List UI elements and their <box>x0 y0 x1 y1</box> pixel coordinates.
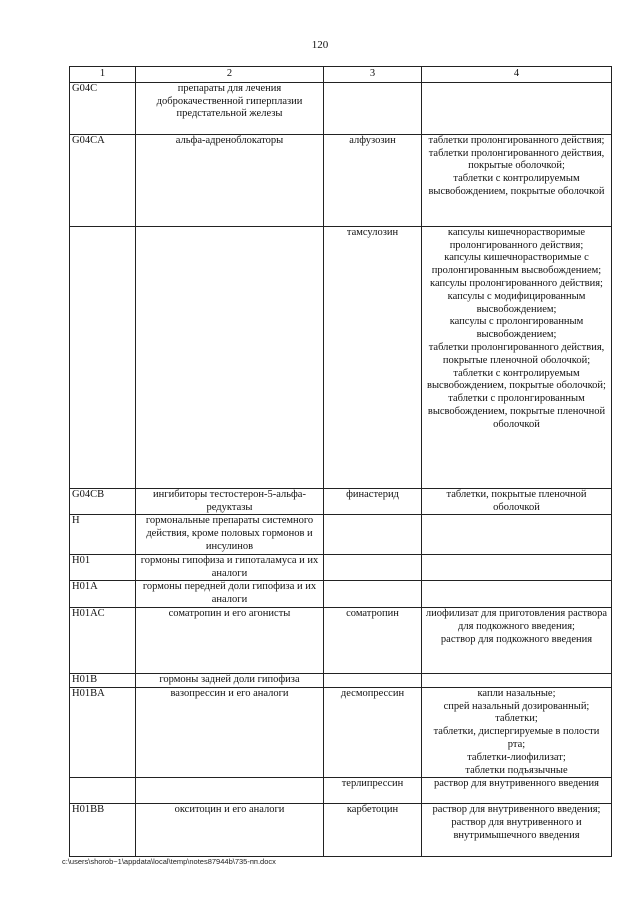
drug-name-cell <box>324 581 422 608</box>
table-row <box>70 82 612 134</box>
dosage-form-item: капсулы кишечнорастворимые с пролонгированным высвобождением; <box>431 252 602 277</box>
dosage-forms-cell <box>422 581 612 608</box>
header-col-3: 3 <box>324 67 422 83</box>
table-row <box>70 687 612 778</box>
header-col-4: 4 <box>422 67 612 83</box>
atc-code-cell: H01BB <box>70 804 136 857</box>
drug-name-cell <box>324 673 422 687</box>
atc-code-cell: H <box>70 515 136 554</box>
group-name-cell: окситоцин и его аналоги <box>136 804 324 857</box>
dosage-form-item: капсулы кишечнорастворимые пролонгированного действия; <box>447 226 586 251</box>
table-row <box>70 134 612 226</box>
dosage-form-item: таблетки, диспергируемые в полости рта; <box>433 726 600 750</box>
drug-name-cell: алфузозин <box>324 134 422 226</box>
group-name-cell <box>136 778 324 804</box>
dosage-form-item: капсулы с модифицированным высвобождением; <box>447 290 586 315</box>
drug-name-cell <box>324 82 422 134</box>
table-row <box>70 673 612 687</box>
dosage-form-item: раствор для внутривенного введения <box>433 778 600 790</box>
drug-name-cell: десмопрессин <box>324 687 422 778</box>
dosage-forms-cell <box>422 607 612 673</box>
drug-name-cell: тамсулозин <box>324 226 422 488</box>
atc-code-cell: H01BA <box>70 687 136 778</box>
atc-code-cell <box>70 226 136 488</box>
atc-code-cell: G04CB <box>70 488 136 515</box>
dosage-form-item: таблетки пролонгированного действия; <box>428 134 605 146</box>
dosage-form-item: капсулы пролонгированного действия; <box>430 277 603 289</box>
dosage-form-item: таблетки подъязычные <box>465 764 568 776</box>
group-name-cell: соматропин и его агонисты <box>136 607 324 673</box>
group-name-cell: гормоны гипофиза и гипоталамуса и их аналоги <box>136 554 324 581</box>
drug-name-cell: карбетоцин <box>324 804 422 857</box>
group-name-cell: вазопрессин и его аналоги <box>136 687 324 778</box>
atc-code-cell: H01 <box>70 554 136 581</box>
atc-code-cell: H01B <box>70 673 136 687</box>
table-row <box>70 515 612 554</box>
atc-code-cell: H01A <box>70 581 136 608</box>
dosage-form-item: раствор для внутривенного и внутримышечного введения <box>451 817 582 841</box>
dosage-form-item: таблетки пролонгированного действия, покрытые пленочной оболочкой; <box>428 341 605 366</box>
drug-name-cell <box>324 515 422 554</box>
dosage-form-item: таблетки пролонгированного действия, покрытые оболочкой; <box>428 147 605 172</box>
dosage-form-item: таблетки; <box>495 713 538 725</box>
atc-code-cell: G04C <box>70 82 136 134</box>
dosage-forms-cell <box>422 673 612 687</box>
group-name-cell: препараты для лечения доброкачественной гиперплазии предстательной железы <box>136 82 324 134</box>
dosage-forms-cell <box>422 778 612 804</box>
group-name-cell: гормональные препараты системного действия, кроме половых гормонов и инсулинов <box>136 515 324 554</box>
dosage-forms-cell <box>422 687 612 778</box>
atc-code-cell: G04CA <box>70 134 136 226</box>
table-row <box>70 778 612 804</box>
group-name-cell <box>136 226 324 488</box>
dosage-forms-cell <box>422 226 612 488</box>
atc-code-cell <box>70 778 136 804</box>
dosage-form-item: таблетки с пролонгированным высвобождением, покрытые пленочной оболочкой <box>427 393 606 430</box>
drug-name-cell <box>324 554 422 581</box>
group-name-cell: гормоны передней доли гипофиза и их аналоги <box>136 581 324 608</box>
header-col-2: 2 <box>136 67 324 83</box>
dosage-form-item: таблетки, покрытые пленочной оболочкой <box>446 488 587 513</box>
footer-file-path: c:\users\shorob~1\appdata\local\temp\notes87944b\735-пп.docx <box>62 857 276 866</box>
group-name-cell: альфа-адреноблокаторы <box>136 134 324 226</box>
atc-code-cell: H01AC <box>70 607 136 673</box>
drug-name-cell: финастерид <box>324 488 422 515</box>
dosage-form-item: капсулы с пролонгированным высвобождением; <box>449 316 584 341</box>
dosage-form-item: раствор для внутривенного введения; <box>432 804 601 816</box>
dosage-forms-cell <box>422 554 612 581</box>
group-name-cell: ингибиторы тестостерон-5-альфа-редуктазы <box>136 488 324 515</box>
table-row <box>70 226 612 488</box>
dosage-forms-cell <box>422 804 612 857</box>
table-row <box>70 488 612 515</box>
dosage-form-item: капли назальные; <box>477 687 556 699</box>
dosage-forms-cell <box>422 515 612 554</box>
dosage-form-item: лиофилизат для приготовления раствора для подкожного введения; <box>425 607 608 632</box>
dosage-form-item: таблетки с контролируемым высвобождением, покрытые оболочкой; <box>427 367 606 392</box>
drug-name-cell: терлипрессин <box>324 778 422 804</box>
table-row <box>70 804 612 857</box>
drug-name-cell: соматропин <box>324 607 422 673</box>
dosage-form-item: таблетки с контролируемым высвобождением, покрытые оболочкой <box>428 173 605 197</box>
dosage-form-item: раствор для подкожного введения <box>440 633 593 645</box>
dosage-form-item: таблетки-лиофилизат; <box>467 751 566 763</box>
page-number: 120 <box>311 39 329 51</box>
table-header-row <box>70 67 612 83</box>
dosage-form-item: спрей назальный дозированный; <box>443 700 590 712</box>
dosage-forms-cell <box>422 488 612 515</box>
table-row <box>70 554 612 581</box>
dosage-forms-cell <box>422 82 612 134</box>
dosage-forms-cell <box>422 134 612 226</box>
header-col-1: 1 <box>70 67 136 83</box>
drug-table <box>69 66 612 857</box>
table-row <box>70 581 612 608</box>
table-row <box>70 607 612 673</box>
group-name-cell: гормоны задней доли гипофиза <box>136 673 324 687</box>
